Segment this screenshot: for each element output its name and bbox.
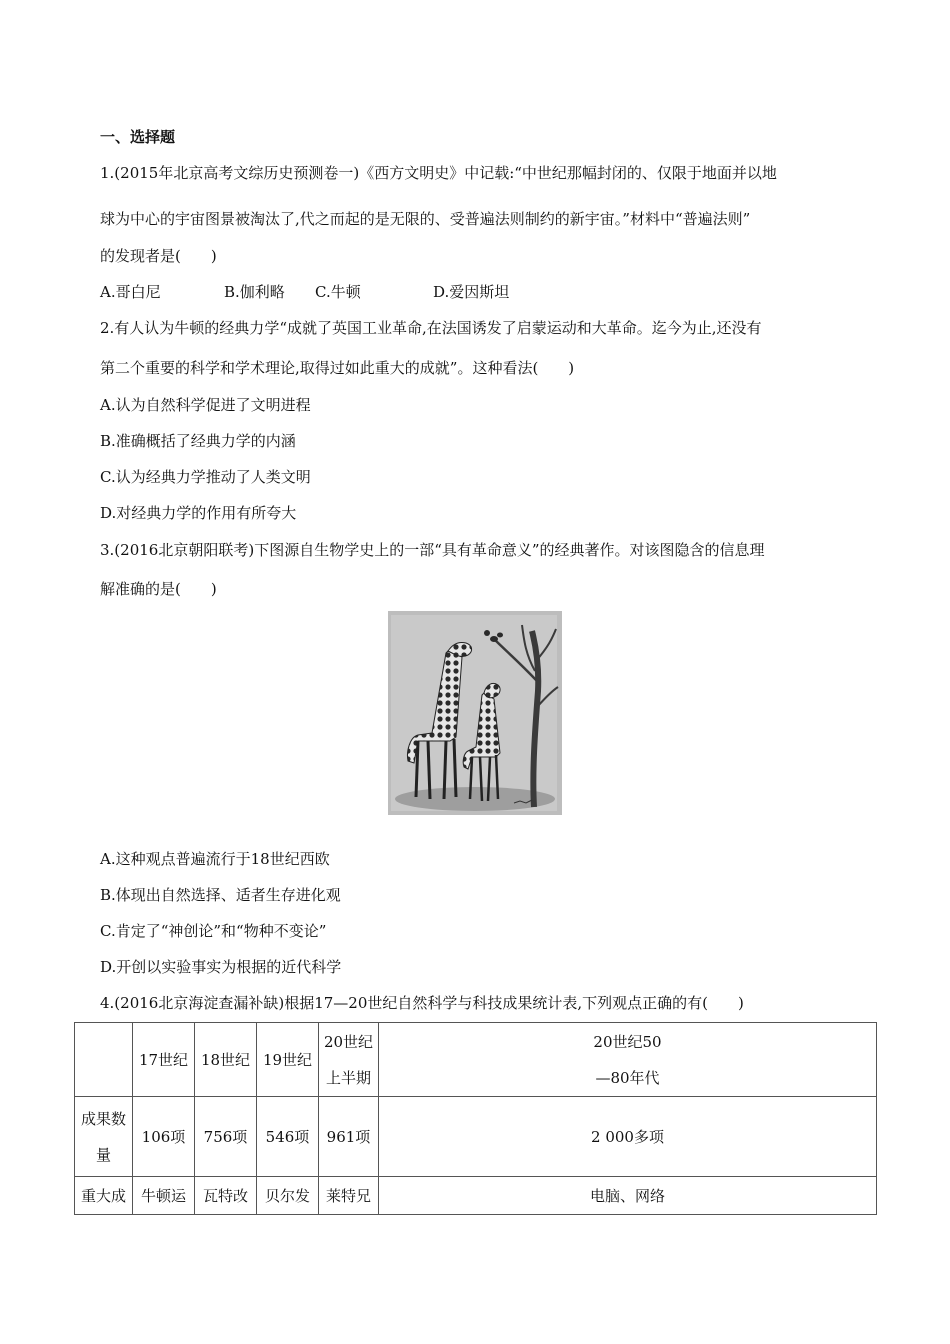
header-18th-century: 18世纪 [195,1023,257,1097]
header-20th-50s-80s-line-2: —80年代 [595,1068,660,1087]
q3-option-b: B.体现出自然选择、适者生存进化观 [100,886,341,904]
table-row [75,1177,877,1215]
table-corner-cell [75,1023,133,1097]
section-title: 一、选择题 [100,128,176,146]
question-3-line-1: 3.(2016北京朝阳联考)下图源自生物学史上的一部“具有革命意义”的经典著作。对该图隐含的信息理 [100,541,765,559]
table-header-row [75,1023,877,1097]
header-20th-first-half-line-1: 20世纪 [323,1032,374,1051]
row-label-line-2: 量 [95,1145,111,1164]
question-1-line-3: 的发现者是( ) [100,247,217,265]
question-4-line-1: 4.(2016北京海淀查漏补缺)根据17—20世纪自然科学与科技成果统计表,下列观点正确的有( ) [100,994,744,1012]
header-20th-first-half [319,1023,379,1097]
question-2-line-1: 2.有人认为牛顿的经典力学“成就了英国工业革命,在法国诱发了启蒙运动和大革命。迄今为止,还没有 [100,319,762,337]
header-20th-50s-80s [379,1023,877,1097]
table-cell: 电脑、网络 [379,1177,877,1215]
table-cell: 牛顿运 [133,1177,195,1215]
question-1-line-2: 球为中心的宇宙图景被淘汰了,代之而起的是无限的、受普遍法则制约的新宇宙。”材料中“普遍法则” [100,210,751,228]
q2-option-c: C.认为经典力学推动了人类文明 [100,468,311,486]
q3-option-d: D.开创以实验事实为根据的近代科学 [100,958,342,976]
giraffe-illustration [388,611,562,815]
table-cell: 贝尔发 [257,1177,319,1215]
question-3-line-2: 解准确的是( ) [100,580,217,598]
table-cell: 2 000多项 [379,1097,877,1177]
table-cell: 莱特兄 [319,1177,379,1215]
header-20th-50s-80s-line-1: 20世纪50 [593,1032,662,1051]
q3-option-a: A.这种观点普遍流行于18世纪西欧 [100,850,330,868]
row-label-major-achievements: 重大成 [75,1177,133,1215]
table-cell: 756项 [195,1097,257,1177]
question-1-line-1: 1.(2015年北京高考文综历史预测卷一)《西方文明史》中记载:“中世纪那幅封闭的、仅限于地面并以地 [100,164,777,182]
q3-option-c: C.肯定了“神创论”和“物种不变论” [100,922,327,940]
row-label-line-1: 成果数 [80,1109,126,1128]
question-2-line-2: 第二个重要的科学和学术理论,取得过如此重大的成就”。这种看法( ) [100,359,575,377]
row-label-achievement-count [75,1097,133,1177]
table-row [75,1097,877,1177]
science-achievements-table [74,1022,877,1215]
q2-option-b: B.准确概括了经典力学的内涵 [100,432,296,450]
q1-option-a: A.哥白尼 [100,283,161,301]
header-20th-first-half-line-2: 上半期 [325,1068,371,1087]
table-cell: 961项 [319,1097,379,1177]
q1-option-d: D.爱因斯坦 [433,283,510,301]
q2-option-a: A.认为自然科学促进了文明进程 [100,396,311,414]
q1-option-c: C.牛顿 [315,283,361,301]
q2-option-d: D.对经典力学的作用有所夸大 [100,504,297,522]
table-cell: 106项 [133,1097,195,1177]
table-cell: 瓦特改 [195,1177,257,1215]
header-17th-century: 17世纪 [133,1023,195,1097]
q1-option-b: B.伽利略 [224,283,285,301]
table-cell: 546项 [257,1097,319,1177]
header-19th-century: 19世纪 [257,1023,319,1097]
